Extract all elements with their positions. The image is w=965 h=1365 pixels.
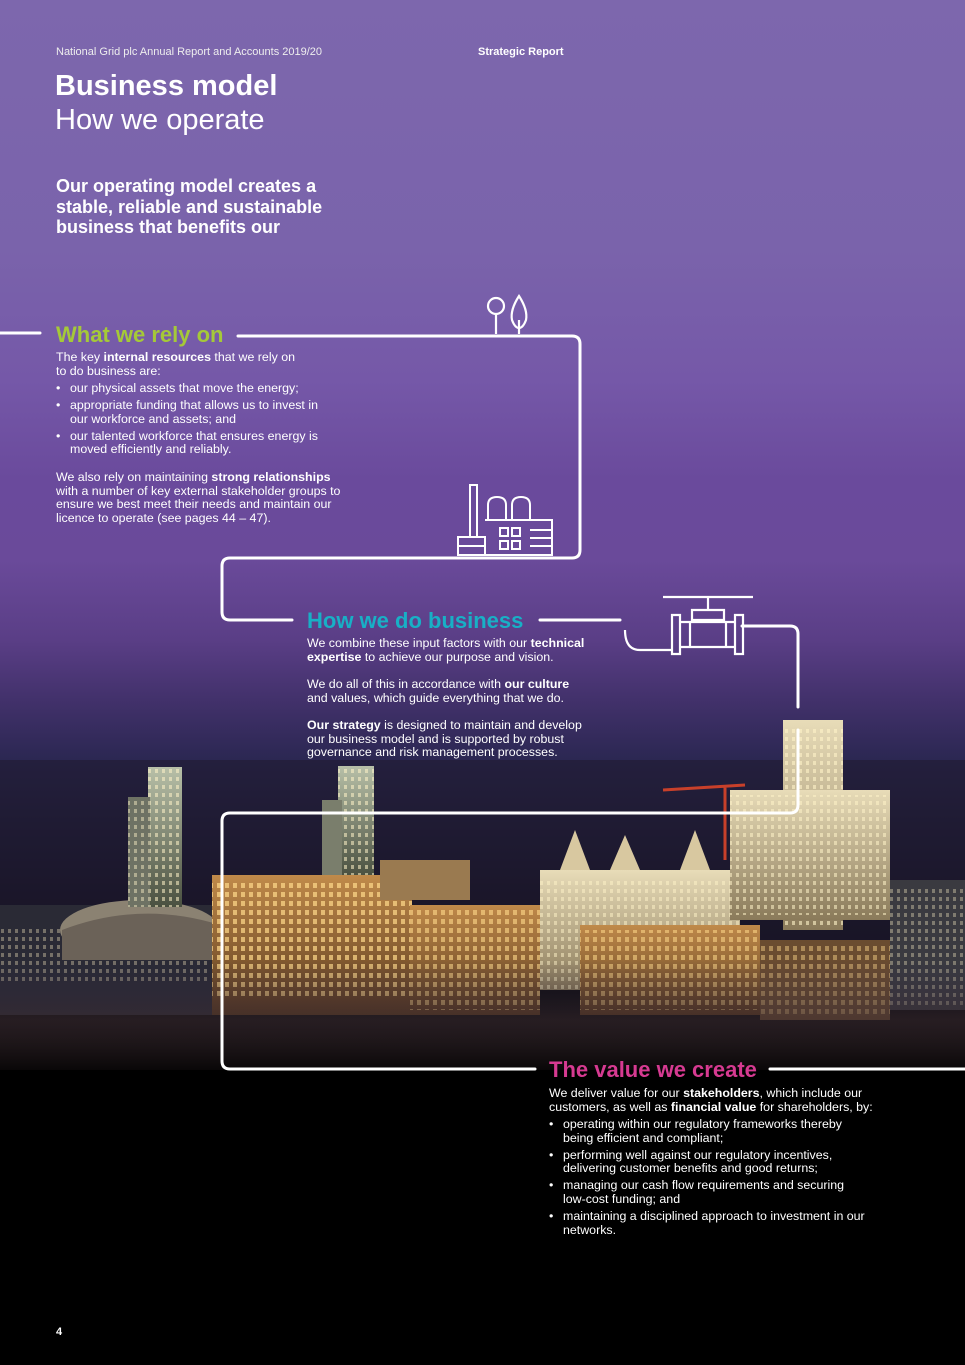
how-heading: How we do business — [307, 608, 524, 633]
how-paragraph-3: Our strategy is designed to maintain and develop our business model and is supported by robust governance and risk management processes. — [307, 718, 582, 760]
page-title: Business model — [55, 70, 278, 102]
trees-icon — [488, 296, 526, 334]
how-paragraph-1: We combine these input factors with our technical expertise to achieve our purpose and vision. — [307, 636, 585, 664]
rely-heading: What we rely on — [56, 322, 224, 347]
rely-paragraph-2: We also rely on maintaining strong relationships with a number of key external stakeholder groups to ensure we best meet their needs and maintain our licence to operate (see pages 44 – 47). — [56, 470, 341, 525]
how-paragraph-2: We do all of this in accordance with our culture and values, which guide everything that we do. — [307, 677, 570, 705]
pipeline-valve-icon — [625, 597, 753, 654]
rely-paragraph-1: The key internal resources that we rely on to do business are: — [56, 350, 295, 378]
list-item: • operating within our regulatory frameworks thereby being efficient and compliant; — [549, 1118, 869, 1145]
page-number: 4 — [56, 1326, 63, 1338]
list-item: • our physical assets that move the energy; — [56, 382, 326, 396]
section-label: Strategic Report — [478, 46, 564, 58]
list-item: • appropriate funding that allows us to invest in our workforce and assets; and — [56, 399, 326, 426]
factory-icon — [458, 485, 552, 555]
list-item: • performing well against our regulatory incentives, delivering customer benefits and good returns; — [549, 1149, 869, 1176]
page-subtitle: How we operate — [55, 104, 265, 136]
intro-statement: Our operating model creates a stable, reliable and sustainable business that benefits our — [56, 176, 323, 237]
value-paragraph-1: We deliver value for our stakeholders, which include our customers, as well as financial value for shareholders, by: — [549, 1086, 873, 1114]
rely-bullet-list — [56, 382, 326, 460]
list-item: • our talented workforce that ensures energy is moved efficiently and reliably. — [56, 430, 326, 457]
value-heading: The value we create — [549, 1057, 757, 1082]
list-item: • managing our cash flow requirements and securing low-cost funding; and — [549, 1179, 869, 1206]
list-item: • maintaining a disciplined approach to investment in our networks. — [549, 1210, 869, 1237]
value-bullet-list — [549, 1118, 869, 1241]
report-title: National Grid plc Annual Report and Accounts 2019/20 — [56, 46, 323, 58]
